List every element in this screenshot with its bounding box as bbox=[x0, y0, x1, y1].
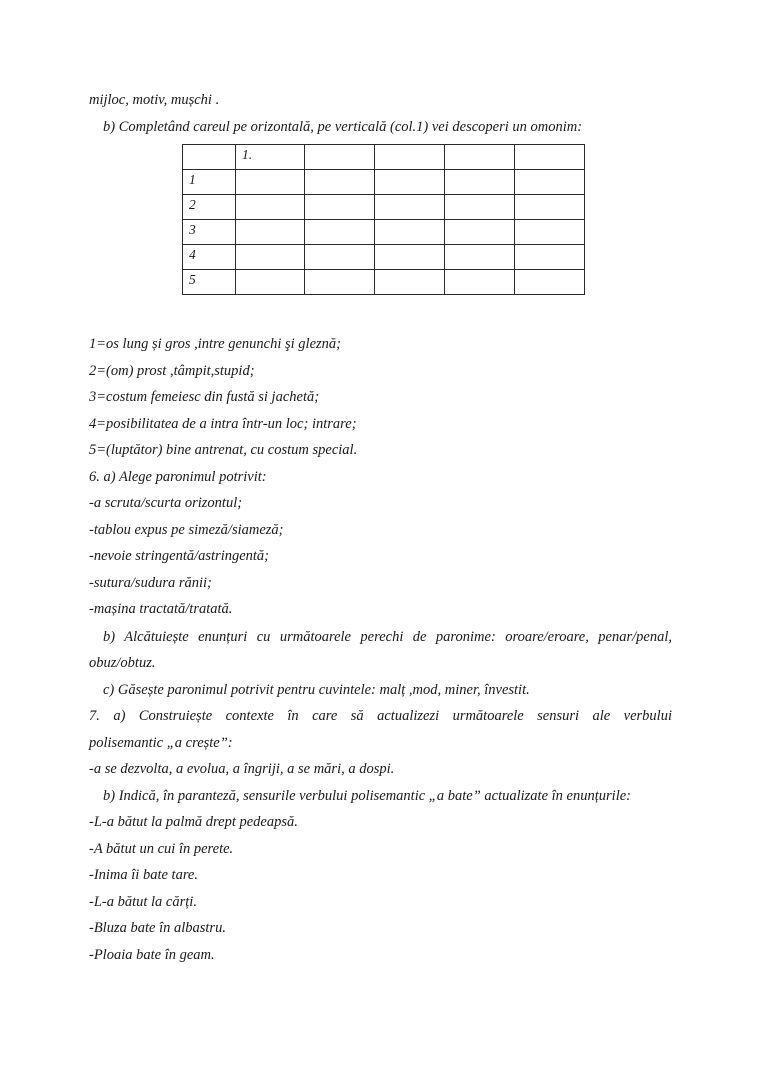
grid-cell bbox=[183, 145, 236, 170]
task-6a-item: -mașina tractată/tratată. bbox=[89, 601, 233, 617]
grid-cell bbox=[375, 245, 445, 270]
grid-cell bbox=[375, 220, 445, 245]
definition-3: 3=costum femeiesc din fustă si jachetă; bbox=[89, 389, 320, 405]
grid-cell bbox=[305, 220, 375, 245]
grid-row-number: 4 bbox=[183, 245, 236, 270]
task-7b-item: -Inima îi bate tare. bbox=[89, 867, 198, 883]
grid-cell bbox=[515, 145, 585, 170]
task-6c: c) Găsește paronimul potrivit pentru cuvintele: malț ,mod, miner, învestit. bbox=[103, 682, 530, 698]
grid-cell bbox=[375, 145, 445, 170]
grid-cell bbox=[515, 195, 585, 220]
task-5b-instruction: b) Completând careul pe orizontală, pe verticală (col.1) vei descoperi un omonim: bbox=[103, 119, 583, 135]
grid-cell bbox=[515, 270, 585, 295]
task-6a-title: 6. a) Alege paronimul potrivit: bbox=[89, 469, 267, 485]
grid-cell bbox=[236, 170, 305, 195]
definition-4: 4=posibilitatea de a intra într-un loc; intrare; bbox=[89, 416, 357, 432]
definition-5: 5=(luptător) bine antrenat, cu costum special. bbox=[89, 442, 358, 458]
grid-cell bbox=[375, 170, 445, 195]
grid-cell bbox=[445, 270, 515, 295]
grid-cell bbox=[515, 245, 585, 270]
task-7b-item: -A bătut un cui în perete. bbox=[89, 841, 234, 857]
intro-line: mijloc, motiv, mușchi . bbox=[89, 92, 220, 108]
grid-row bbox=[183, 220, 585, 245]
task-6a-item: -nevoie stringentă/astringentă; bbox=[89, 548, 270, 564]
task-7b-item: -L-a bătut la palmă drept pedeapsă. bbox=[89, 814, 298, 830]
crossword-grid bbox=[182, 144, 585, 295]
grid-cell bbox=[305, 145, 375, 170]
grid-row-number: 1 bbox=[183, 170, 236, 195]
grid-cell bbox=[305, 245, 375, 270]
grid-cell: 1. bbox=[236, 145, 305, 170]
task-7b-item: -Ploaia bate în geam. bbox=[89, 947, 215, 963]
grid-cell bbox=[375, 270, 445, 295]
grid-cell bbox=[375, 195, 445, 220]
task-7a-line-3: -a se dezvolta, a evolua, a îngriji, a se mări, a dospi. bbox=[89, 761, 395, 777]
grid-cell bbox=[445, 245, 515, 270]
task-6b-line-2: obuz/obtuz. bbox=[89, 655, 156, 671]
task-7b-title: b) Indică, în paranteză, sensurile verbului polisemantic „a bate” actualizate în enunțurile: bbox=[103, 788, 631, 804]
grid-cell bbox=[236, 270, 305, 295]
task-7a-line-2: polisemantic „a crește”: bbox=[89, 735, 233, 751]
grid-cell bbox=[236, 220, 305, 245]
grid-cell bbox=[236, 245, 305, 270]
grid-cell bbox=[515, 220, 585, 245]
grid-row bbox=[183, 195, 585, 220]
grid-cell bbox=[305, 170, 375, 195]
definition-1: 1=os lung și gros ,intre genunchi şi gleznă; bbox=[89, 336, 341, 352]
grid-row-number: 5 bbox=[183, 270, 236, 295]
grid-header-row bbox=[183, 145, 585, 170]
grid-cell bbox=[445, 145, 515, 170]
grid-cell bbox=[445, 220, 515, 245]
grid-row bbox=[183, 170, 585, 195]
task-6a-item: -sutura/sudura rănii; bbox=[89, 575, 212, 591]
grid-row bbox=[183, 270, 585, 295]
task-7b-item: -L-a bătut la cărți. bbox=[89, 894, 197, 910]
grid-cell bbox=[305, 270, 375, 295]
task-7a-line-1: 7. a) Construiește contexte în care să actualizezi următoarele sensuri ale verbului bbox=[89, 708, 672, 724]
grid-cell bbox=[305, 195, 375, 220]
task-6b-line-1: b) Alcătuiește enunțuri cu următoarele perechi de paronime: oroare/eroare, penar/penal, bbox=[103, 629, 672, 645]
grid-cell bbox=[236, 195, 305, 220]
grid-row bbox=[183, 245, 585, 270]
grid-row-number: 2 bbox=[183, 195, 236, 220]
task-6a-item: -tablou expus pe simeză/siameză; bbox=[89, 522, 284, 538]
task-6a-item: -a scruta/scurta orizontul; bbox=[89, 495, 243, 511]
grid-cell bbox=[445, 170, 515, 195]
definition-2: 2=(om) prost ,tâmpit,stupid; bbox=[89, 363, 255, 379]
grid-row-number: 3 bbox=[183, 220, 236, 245]
grid-cell bbox=[445, 195, 515, 220]
task-7b-item: -Bluza bate în albastru. bbox=[89, 920, 226, 936]
grid-cell bbox=[515, 170, 585, 195]
